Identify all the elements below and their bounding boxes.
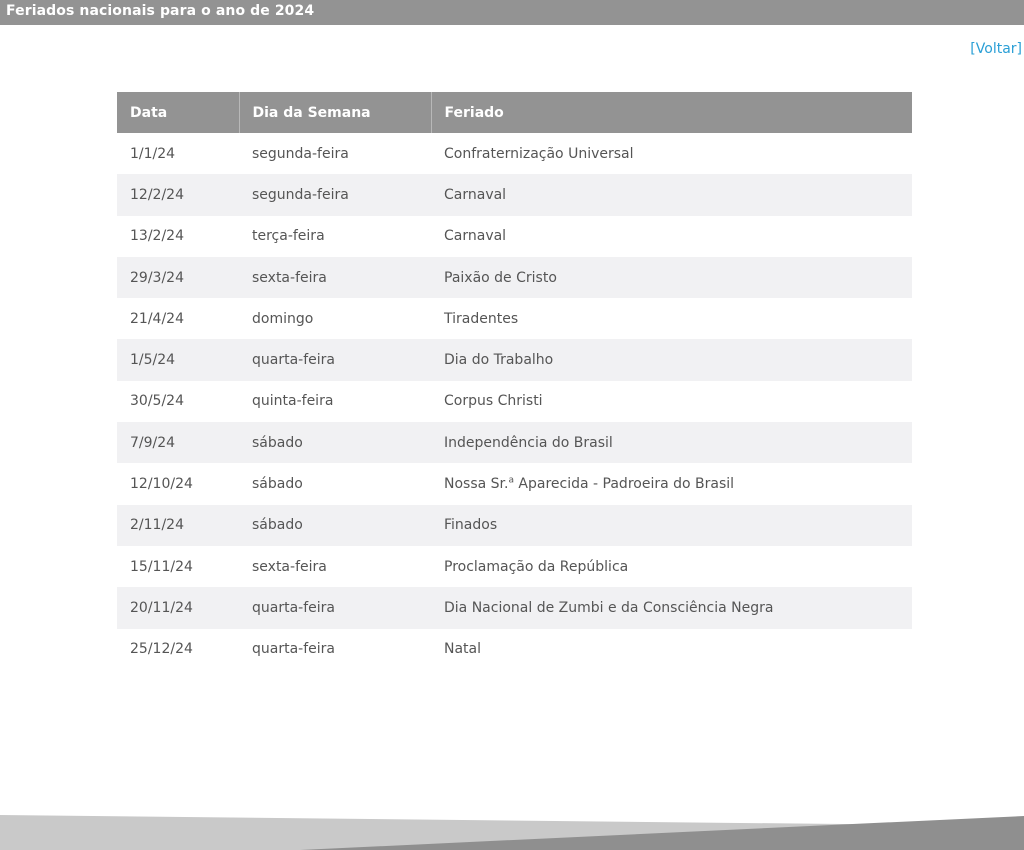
back-link[interactable]: [Voltar]: [970, 41, 1022, 57]
table-row: [117, 257, 912, 298]
holiday-cell: Finados: [431, 505, 912, 546]
date-cell: 15/11/24: [130, 558, 193, 575]
holiday-name-part: Nossa Sr.: [444, 476, 509, 493]
table-row: [117, 587, 912, 628]
footer-band: [0, 812, 1024, 850]
date-cell: 12/2/24: [117, 174, 239, 215]
column-header-holiday: Feriado: [431, 92, 912, 133]
table-row: [117, 505, 912, 546]
holiday-cell: Carnaval: [444, 228, 507, 245]
ordinal-superscript: a: [508, 475, 514, 486]
weekday-cell: sexta-feira: [239, 257, 431, 298]
date-cell: 21/4/24: [130, 310, 184, 327]
table-row: [117, 174, 912, 215]
weekday-cell: sábado: [239, 505, 431, 546]
weekday-cell: quarta-feira: [252, 641, 335, 658]
date-cell: 2/11/24: [117, 505, 239, 546]
weekday-cell: sexta-feira: [252, 558, 327, 575]
table-row: [117, 216, 912, 257]
date-cell: 7/9/24: [117, 422, 239, 463]
weekday-cell: terça-feira: [252, 228, 325, 245]
holiday-name-rest: Aparecida - Padroeira do Brasil: [513, 476, 735, 493]
page-title: Feriados nacionais para o ano de 2024: [6, 3, 315, 19]
date-cell: 29/3/24: [117, 257, 239, 298]
table-row: [117, 546, 912, 587]
header-row: [117, 92, 912, 133]
holiday-cell: Dia Nacional de Zumbi e da Consciência Negra: [431, 587, 912, 628]
table-row: [117, 422, 912, 463]
holiday-cell: [431, 463, 912, 504]
date-cell: 1/1/24: [130, 145, 176, 162]
date-cell: 30/5/24: [130, 393, 184, 410]
date-cell: 13/2/24: [130, 228, 184, 245]
weekday-cell: segunda-feira: [252, 145, 349, 162]
date-cell: 12/10/24: [130, 476, 193, 493]
table-row: [117, 298, 912, 339]
weekday-cell: sábado: [239, 422, 431, 463]
holiday-cell: Carnaval: [431, 174, 912, 215]
table-row: [117, 463, 912, 504]
table-row: [117, 339, 912, 380]
holiday-cell: Tiradentes: [444, 310, 519, 327]
date-cell: 20/11/24: [117, 587, 239, 628]
holiday-cell: Natal: [444, 641, 482, 658]
date-cell: 1/5/24: [117, 339, 239, 380]
weekday-cell: sábado: [252, 476, 303, 493]
column-header-date: Data: [117, 92, 239, 133]
table-row: [117, 133, 912, 174]
holidays-table: [117, 92, 912, 670]
holiday-cell: Proclamação da República: [444, 558, 629, 575]
weekday-cell: quinta-feira: [252, 393, 334, 410]
column-header-weekday: Dia da Semana: [239, 92, 431, 133]
holiday-cell: Corpus Christi: [444, 393, 543, 410]
holiday-cell: Dia do Trabalho: [431, 339, 912, 380]
holiday-cell: Confraternização Universal: [444, 145, 634, 162]
weekday-cell: domingo: [252, 310, 314, 327]
table-row: [117, 381, 912, 422]
weekday-cell: quarta-feira: [239, 339, 431, 380]
holiday-cell: Independência do Brasil: [431, 422, 912, 463]
holiday-cell: Paixão de Cristo: [431, 257, 912, 298]
weekday-cell: quarta-feira: [239, 587, 431, 628]
table-row: [117, 629, 912, 670]
title-bar: [0, 0, 1024, 25]
date-cell: 25/12/24: [130, 641, 193, 658]
weekday-cell: segunda-feira: [239, 174, 431, 215]
table-header: [117, 92, 912, 133]
